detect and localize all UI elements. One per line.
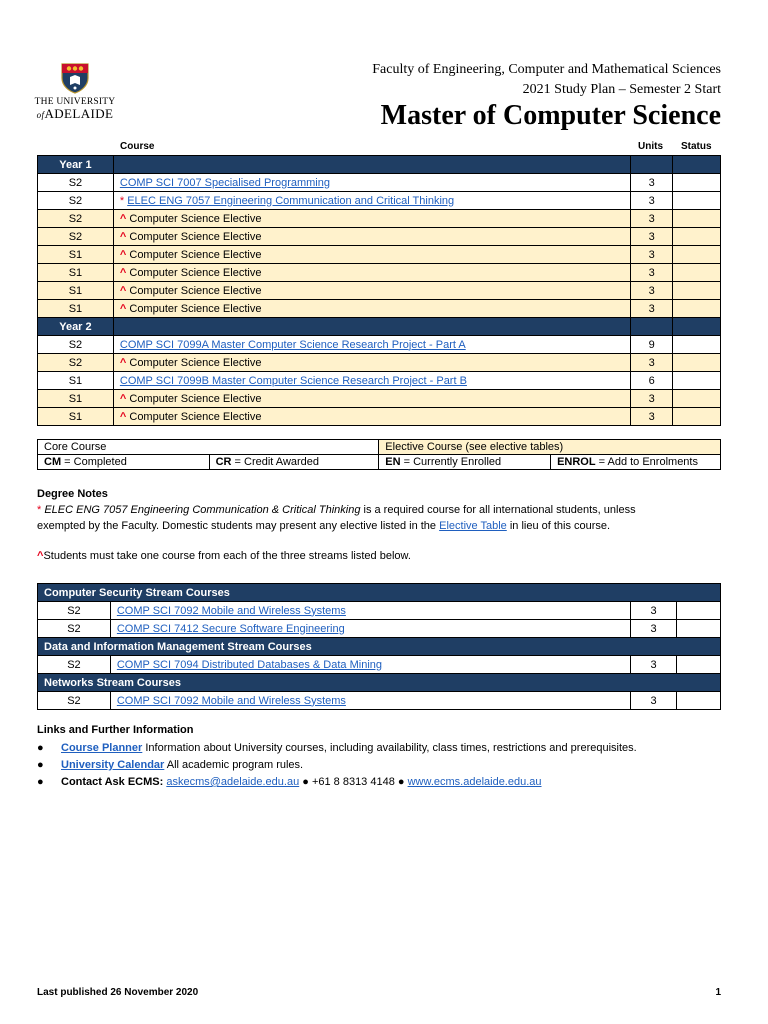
university-logo bbox=[33, 62, 117, 122]
course-cell bbox=[113, 174, 630, 192]
course-cell bbox=[113, 300, 630, 318]
semester-cell: S2 bbox=[38, 192, 114, 210]
units-cell: 3 bbox=[631, 408, 673, 426]
course-link[interactable]: COMP SCI 7094 Distributed Databases & Data Mining bbox=[116, 658, 383, 671]
units-cell: 3 bbox=[631, 246, 673, 264]
course-row bbox=[38, 264, 721, 282]
stream-course-row bbox=[38, 656, 721, 674]
bullet-icon: ● bbox=[37, 742, 44, 754]
semester-cell: S1 bbox=[38, 408, 114, 426]
page-title: Master of Computer Science bbox=[380, 100, 721, 131]
stream-header-row bbox=[38, 638, 721, 656]
units-cell: 3 bbox=[631, 174, 673, 192]
units-cell: 3 bbox=[631, 264, 673, 282]
semester-cell: S1 bbox=[38, 300, 114, 318]
semester-cell: S2 bbox=[38, 174, 114, 192]
status-cell[interactable] bbox=[673, 282, 721, 300]
status-cell[interactable] bbox=[673, 210, 721, 228]
column-header-status: Status bbox=[681, 141, 712, 152]
elective-table-link[interactable]: Elective Table bbox=[439, 520, 507, 532]
status-cell[interactable] bbox=[673, 372, 721, 390]
semester-cell: S2 bbox=[38, 228, 114, 246]
course-row bbox=[38, 210, 721, 228]
units-cell: 3 bbox=[631, 354, 673, 372]
units-cell: 3 bbox=[631, 210, 673, 228]
course-cell bbox=[113, 228, 630, 246]
semester-cell: S2 bbox=[38, 620, 111, 638]
legend-core-course: Core Course bbox=[38, 440, 379, 455]
course-link[interactable]: COMP SCI 7412 Secure Software Engineering bbox=[116, 622, 345, 635]
legend-add-to-enrolments: ENROL = Add to Enrolments bbox=[551, 455, 721, 470]
course-row bbox=[38, 174, 721, 192]
stream-course-row bbox=[38, 692, 721, 710]
course-cell bbox=[113, 336, 630, 354]
course-cell bbox=[110, 692, 630, 710]
course-cell bbox=[113, 246, 630, 264]
legend-currently-enrolled: EN = Currently Enrolled bbox=[379, 455, 551, 470]
status-cell[interactable] bbox=[677, 602, 721, 620]
course-marker: ^ bbox=[119, 212, 127, 225]
course-link[interactable]: COMP SCI 7099B Master Computer Science Research Project - Part B bbox=[119, 374, 467, 387]
course-link[interactable]: COMP SCI 7092 Mobile and Wireless Systems bbox=[116, 694, 346, 707]
status-cell[interactable] bbox=[677, 656, 721, 674]
semester-cell: S1 bbox=[38, 282, 114, 300]
units-cell: 3 bbox=[631, 390, 673, 408]
course-name: Computer Science Elective bbox=[129, 230, 262, 243]
course-marker: ^ bbox=[119, 248, 127, 261]
course-name: Computer Science Elective bbox=[129, 302, 262, 315]
status-cell[interactable] bbox=[673, 264, 721, 282]
stream-course-row bbox=[38, 602, 721, 620]
faculty-name: Faculty of Engineering, Computer and Mathematical Sciences bbox=[372, 62, 721, 77]
study-plan-name: 2021 Study Plan – Semester 2 Start bbox=[522, 82, 721, 97]
course-cell bbox=[113, 408, 630, 426]
course-marker: * bbox=[119, 194, 125, 207]
course-marker: ^ bbox=[119, 356, 127, 369]
logo-text-line2: ofADELAIDE bbox=[36, 106, 114, 121]
course-cell bbox=[110, 656, 630, 674]
degree-notes bbox=[37, 488, 636, 562]
course-row bbox=[38, 192, 721, 210]
course-name: Computer Science Elective bbox=[129, 248, 262, 261]
course-cell bbox=[113, 264, 630, 282]
course-cell bbox=[113, 210, 630, 228]
semester-cell: S1 bbox=[38, 246, 114, 264]
streams-table bbox=[37, 583, 721, 710]
legend-elective-course: Elective Course (see elective tables) bbox=[379, 440, 721, 455]
links-heading: Links and Further Information bbox=[37, 724, 194, 736]
course-row bbox=[38, 336, 721, 354]
units-cell: 3 bbox=[631, 620, 677, 638]
year-header-row bbox=[38, 156, 721, 174]
course-marker: ^ bbox=[119, 230, 127, 243]
course-marker: ^ bbox=[119, 410, 127, 423]
course-row bbox=[38, 282, 721, 300]
semester-cell: S2 bbox=[38, 336, 114, 354]
course-name: Computer Science Elective bbox=[129, 212, 262, 225]
links-section bbox=[37, 724, 637, 793]
course-row bbox=[38, 390, 721, 408]
contact-email-link[interactable]: askecms@adelaide.edu.au bbox=[166, 776, 300, 788]
course-row bbox=[38, 372, 721, 390]
legend-completed: CM = Completed bbox=[38, 455, 210, 470]
university-calendar-link[interactable]: University Calendar bbox=[61, 759, 165, 771]
status-cell[interactable] bbox=[677, 692, 721, 710]
course-row bbox=[38, 300, 721, 318]
semester-cell: S1 bbox=[38, 264, 114, 282]
semester-cell: S2 bbox=[38, 354, 114, 372]
course-cell bbox=[113, 192, 630, 210]
course-link[interactable]: COMP SCI 7099A Master Computer Science Research Project - Part A bbox=[119, 338, 466, 351]
course-row bbox=[38, 408, 721, 426]
units-cell: 3 bbox=[631, 228, 673, 246]
year-header-row bbox=[38, 318, 721, 336]
degree-note-1: * ELEC ENG 7057 Engineering Communication & Critical Thinking is a required course for all international students, unless bbox=[37, 504, 636, 516]
semester-cell: S2 bbox=[38, 692, 111, 710]
stream-name: Data and Information Management Stream Courses bbox=[38, 638, 721, 656]
year-label: Year 1 bbox=[38, 156, 114, 174]
year-label: Year 2 bbox=[38, 318, 114, 336]
course-name: Computer Science Elective bbox=[129, 410, 262, 423]
bullet-icon: ● bbox=[37, 776, 44, 788]
degree-notes-heading: Degree Notes bbox=[37, 488, 108, 500]
semester-cell: S1 bbox=[38, 390, 114, 408]
course-marker: ^ bbox=[119, 284, 127, 297]
status-cell[interactable] bbox=[673, 300, 721, 318]
crest-icon bbox=[60, 62, 90, 94]
status-cell[interactable] bbox=[673, 408, 721, 426]
page-number: 1 bbox=[715, 987, 721, 998]
legend-credit-awarded: CR = Credit Awarded bbox=[209, 455, 379, 470]
course-cell bbox=[113, 390, 630, 408]
logo-text-line1: THE UNIVERSITY bbox=[34, 97, 116, 107]
links-item-calendar: ● University Calendar All academic program rules. bbox=[37, 759, 304, 771]
stream-header-row bbox=[38, 674, 721, 692]
units-cell: 6 bbox=[631, 372, 673, 390]
status-cell[interactable] bbox=[673, 336, 721, 354]
course-name: Computer Science Elective bbox=[129, 356, 262, 369]
semester-cell: S2 bbox=[38, 210, 114, 228]
course-row bbox=[38, 354, 721, 372]
units-cell: 3 bbox=[631, 656, 677, 674]
course-row bbox=[38, 246, 721, 264]
course-name: Computer Science Elective bbox=[129, 266, 262, 279]
stream-course-row bbox=[38, 620, 721, 638]
course-cell bbox=[110, 620, 630, 638]
links-item-contact: ● Contact Ask ECMS: askecms@adelaide.edu.au ● +61 8 8313 4148 ● www.ecms.adelaide.edu.au bbox=[37, 776, 542, 788]
course-link[interactable]: ELEC ENG 7057 Engineering Communication and Critical Thinking bbox=[127, 194, 455, 207]
course-name: Computer Science Elective bbox=[129, 284, 262, 297]
column-header-units: Units bbox=[638, 141, 663, 152]
links-item-course-planner: ● Course Planner Information about University courses, including availability, class times, restrictions and prerequisites. bbox=[37, 742, 637, 754]
stream-name: Computer Security Stream Courses bbox=[38, 584, 721, 602]
contact-website-link[interactable]: www.ecms.adelaide.edu.au bbox=[407, 776, 542, 788]
course-marker: ^ bbox=[119, 392, 127, 405]
units-cell: 3 bbox=[631, 602, 677, 620]
units-cell: 3 bbox=[631, 282, 673, 300]
course-cell bbox=[113, 372, 630, 390]
status-cell[interactable] bbox=[673, 354, 721, 372]
course-link[interactable]: COMP SCI 7007 Specialised Programming bbox=[119, 176, 330, 189]
degree-note-2: ^Students must take one course from each of the three streams listed below. bbox=[37, 550, 411, 562]
course-marker: ^ bbox=[119, 266, 127, 279]
last-published: Last published 26 November 2020 bbox=[37, 987, 199, 998]
legend-table bbox=[37, 439, 721, 470]
status-cell[interactable] bbox=[673, 174, 721, 192]
status-cell[interactable] bbox=[673, 192, 721, 210]
stream-header-row bbox=[38, 584, 721, 602]
units-cell: 9 bbox=[631, 336, 673, 354]
course-row bbox=[38, 228, 721, 246]
study-plan-table bbox=[37, 155, 721, 426]
status-cell[interactable] bbox=[673, 390, 721, 408]
course-cell bbox=[113, 354, 630, 372]
course-planner-link[interactable]: Course Planner bbox=[61, 742, 143, 754]
course-link[interactable]: COMP SCI 7092 Mobile and Wireless Systems bbox=[116, 604, 346, 617]
bullet-icon: ● bbox=[37, 759, 44, 771]
course-marker: ^ bbox=[119, 302, 127, 315]
stream-name: Networks Stream Courses bbox=[38, 674, 721, 692]
course-cell bbox=[113, 282, 630, 300]
units-cell: 3 bbox=[631, 300, 673, 318]
semester-cell: S2 bbox=[38, 656, 111, 674]
course-name: Computer Science Elective bbox=[129, 392, 262, 405]
status-cell[interactable] bbox=[673, 228, 721, 246]
units-cell: 3 bbox=[631, 692, 677, 710]
status-cell[interactable] bbox=[673, 246, 721, 264]
column-header-course: Course bbox=[120, 141, 155, 152]
degree-note-1-cont: exempted by the Faculty. Domestic students may present any elective listed in the Elective Table in lieu of this course. bbox=[37, 520, 611, 532]
semester-cell: S2 bbox=[38, 602, 111, 620]
course-cell bbox=[110, 602, 630, 620]
units-cell: 3 bbox=[631, 192, 673, 210]
status-cell[interactable] bbox=[677, 620, 721, 638]
semester-cell: S1 bbox=[38, 372, 114, 390]
